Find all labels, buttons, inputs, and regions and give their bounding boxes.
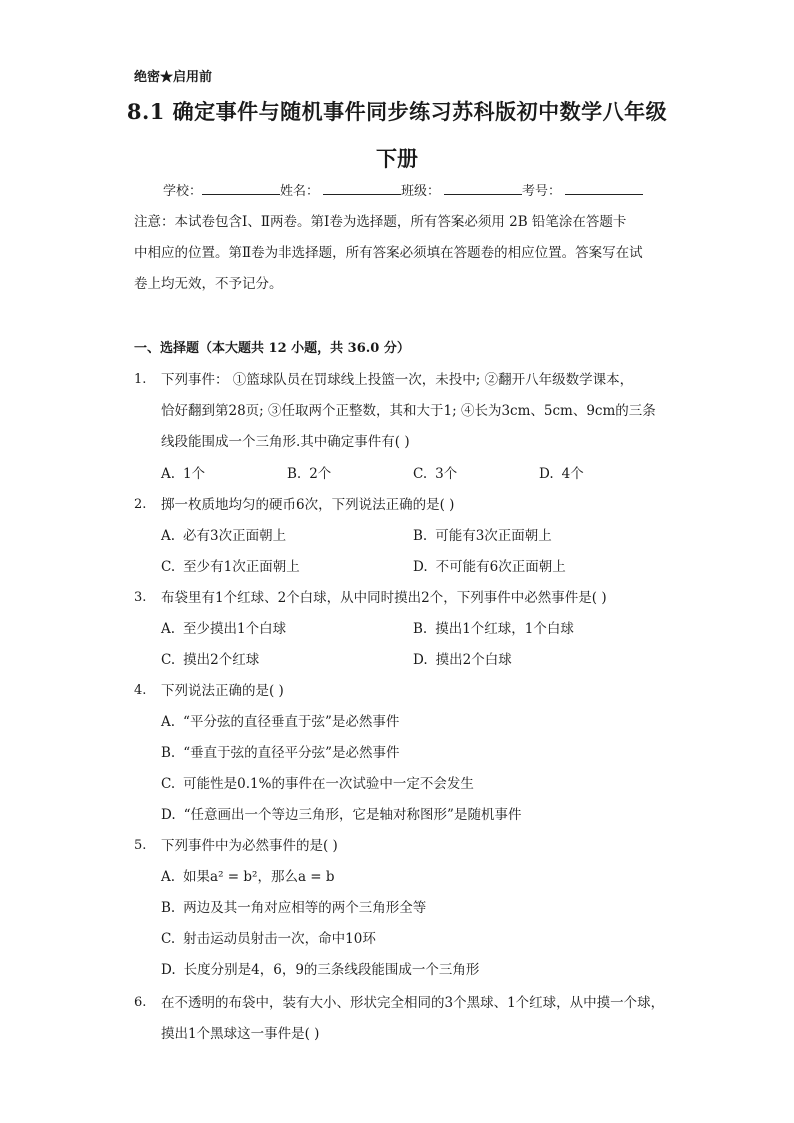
option-text: 摸出2个红球 — [183, 652, 260, 668]
question-2-option-c[interactable] — [161, 555, 300, 575]
option-label: B. — [413, 528, 428, 544]
option-label: A. — [161, 528, 176, 544]
option-text: 长度分别是4，6，9的三条线段能围成一个三角形 — [183, 962, 480, 978]
option-text: 可能有3次正面朝上 — [435, 528, 552, 544]
option-text: 必有3次正面朝上 — [183, 528, 287, 544]
option-label: B. — [161, 900, 176, 916]
question-number: 4. — [134, 683, 147, 698]
question-5-line-1: 下列事件中为必然事件的是( ) — [161, 838, 338, 854]
section-title: 一、选择题（本大题共 12 小题，共 36.0 分） — [134, 341, 410, 356]
option-text: 如果a² = b²，那么a = b — [183, 869, 335, 885]
question-1-line-2: 恰好翻到第28页; ③任取两个正整数，其和大于1; ④长为3cm、5cm、9cm的三条 — [161, 403, 656, 419]
option-text: 2个 — [309, 466, 332, 482]
question-number: 2. — [134, 497, 147, 512]
question-4-line-1: 下列说法正确的是( ) — [161, 683, 284, 699]
question-2-option-d[interactable] — [413, 555, 566, 575]
option-label: A. — [161, 621, 176, 637]
question-3-option-c[interactable] — [161, 648, 259, 668]
option-label: A. — [161, 466, 176, 482]
question-1-option-d[interactable] — [539, 462, 584, 482]
option-text: “垂直于弦的直径平分弦”是必然事件 — [183, 745, 400, 761]
question-5-option-c[interactable] — [161, 927, 376, 947]
name-label: 姓名： — [280, 184, 320, 199]
option-label: D. — [161, 962, 176, 978]
question-4-option-b[interactable] — [161, 741, 400, 761]
question-number: 3. — [134, 590, 147, 605]
question-2-option-a[interactable] — [161, 524, 286, 544]
question-2-line-1: 掷一枚质地均匀的硬币6次，下列说法正确的是( ) — [161, 497, 455, 513]
option-text: “任意画出一个等边三角形，它是轴对称图形”是随机事件 — [183, 807, 522, 823]
option-label: C. — [161, 559, 176, 575]
question-3-option-d[interactable] — [413, 648, 512, 668]
exam-no-blank[interactable] — [565, 180, 643, 195]
question-4-option-a[interactable] — [161, 710, 399, 730]
question-1-option-b[interactable] — [287, 462, 331, 482]
question-6-line-2: 摸出1个黑球这一事件是( ) — [161, 1026, 320, 1042]
school-blank[interactable] — [202, 180, 280, 195]
option-label: D. — [413, 559, 428, 575]
student-info-row — [163, 180, 643, 199]
page-title-line1: 8.1 确定事件与随机事件同步练习苏科版初中数学八年级 — [126, 99, 668, 124]
option-text: 至少有1次正面朝上 — [183, 559, 300, 575]
option-text: 不可能有6次正面朝上 — [435, 559, 566, 575]
school-label: 学校： — [163, 184, 203, 199]
question-1-option-c[interactable] — [413, 462, 457, 482]
question-1-option-a[interactable] — [161, 462, 205, 482]
notice-line-3: 卷上均无效，不予记分。 — [134, 276, 283, 292]
option-label: D. — [161, 807, 176, 823]
option-text: 至少摸出1个白球 — [183, 621, 287, 637]
question-number: 5. — [134, 838, 147, 853]
page-title-line2: 下册 — [376, 146, 418, 171]
question-3-line-1: 布袋里有1个红球、2个白球，从中同时摸出2个，下列事件中必然事件是( ) — [161, 590, 607, 606]
question-4-option-c[interactable] — [161, 772, 474, 792]
question-6-line-1: 在不透明的布袋中，装有大小、形状完全相同的3个黑球、1个红球，从中摸一个球， — [161, 995, 665, 1011]
option-text: 摸出2个白球 — [435, 652, 512, 668]
question-number: 1. — [134, 372, 147, 387]
option-label: A. — [161, 869, 176, 885]
notice-line-1: 注意：本试卷包含Ⅰ、Ⅱ两卷。第Ⅰ卷为选择题，所有答案必须用 2B 铅笔涂在答题卡 — [134, 214, 627, 230]
question-1-line-1: 下列事件： ①篮球队员在罚球线上投篮一次，未投中; ②翻开八年级数学课本， — [161, 372, 634, 388]
exam-no-label: 考号： — [522, 184, 562, 199]
secret-label: 绝密★启用前 — [134, 70, 213, 85]
option-label: B. — [413, 621, 428, 637]
option-label: B. — [287, 466, 302, 482]
option-label: B. — [161, 745, 176, 761]
option-label: D. — [539, 466, 554, 482]
question-2-option-b[interactable] — [413, 524, 552, 544]
question-1-line-3: 线段能围成一个三角形.其中确定事件有( ) — [161, 434, 410, 450]
class-blank[interactable] — [444, 180, 522, 195]
option-label: C. — [161, 776, 176, 792]
question-5-option-a[interactable] — [161, 865, 335, 885]
option-label: C. — [161, 652, 176, 668]
option-label: C. — [413, 466, 428, 482]
option-text: “平分弦的直径垂直于弦”是必然事件 — [183, 714, 400, 730]
notice-line-2: 中相应的位置。第Ⅱ卷为非选择题，所有答案必须填在答题卷的相应位置。答案写在试 — [134, 245, 643, 261]
question-5-option-d[interactable] — [161, 958, 479, 978]
option-text: 摸出1个红球，1个白球 — [435, 621, 574, 637]
option-label: A. — [161, 714, 176, 730]
question-number: 6. — [134, 995, 147, 1010]
option-label: C. — [161, 931, 176, 947]
option-label: D. — [413, 652, 428, 668]
question-3-option-a[interactable] — [161, 617, 286, 637]
option-text: 两边及其一角对应相等的两个三角形全等 — [183, 900, 427, 916]
question-4-option-d[interactable] — [161, 803, 521, 823]
question-3-option-b[interactable] — [413, 617, 574, 637]
name-blank[interactable] — [323, 180, 401, 195]
class-label: 班级： — [401, 184, 441, 199]
option-text: 射击运动员射击一次，命中10环 — [183, 931, 376, 947]
question-5-option-b[interactable] — [161, 896, 426, 916]
option-text: 可能性是0.1%的事件在一次试验中一定不会发生 — [183, 776, 474, 792]
option-text: 3个 — [435, 466, 458, 482]
option-text: 1个 — [183, 466, 206, 482]
option-text: 4个 — [561, 466, 584, 482]
